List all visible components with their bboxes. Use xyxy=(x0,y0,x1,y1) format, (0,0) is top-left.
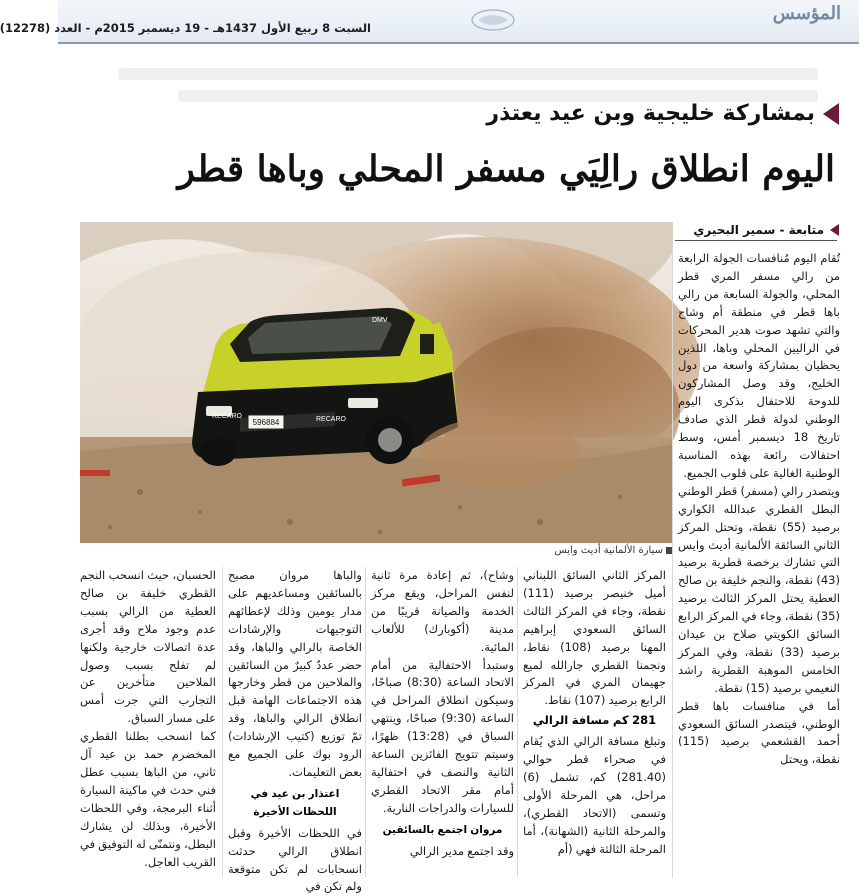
column-rule xyxy=(222,567,223,877)
photo-caption xyxy=(478,545,673,556)
arrow-icon xyxy=(830,224,839,236)
column-rule xyxy=(672,250,673,878)
masthead-band xyxy=(0,0,859,44)
article-column-2 xyxy=(523,567,666,879)
paragraph: الحسبان، حيث انسحب النجم القطري خليفة بن صالح العطية من الرالي بسبب عدم وجود ملاح وقد أجرى عدة اتصالات خارجية ولكنها لم تفلح بسبب وصول الملاحين متأخرين عن التجارب التي جرت أمس على مسار السباق. xyxy=(80,568,216,726)
byline xyxy=(693,223,839,237)
byline-rule xyxy=(675,240,837,241)
paragraph: أما في منافسات باها قطر الوطني، فيتصدر السائق السعودي أحمد القشعمي برصيد (115) نقطة، ويحتل xyxy=(678,698,840,767)
paragraph: وقد اجتمع مدير الرالي xyxy=(409,843,514,858)
paragraph: وتبلغ مسافة الرالي الذي يُقام في صحراء قطر حوالي (281.40) كم، تشمل (6) مراحل، هي المرحلة الأولى وتسمى (الاتحاد القطري)، والمرحلة الثانية (الشهانة)، أما المرحلة الثالثة فهي (أم xyxy=(523,734,666,856)
car-decal: DMV xyxy=(372,317,388,324)
subheading: 281 كم مسافة الرالي xyxy=(532,713,657,728)
byline-text: متابعة - سمير البحيري xyxy=(693,223,824,237)
rally-car-photo xyxy=(80,222,673,543)
caption-text: سيارة الألمانية أديث وايس xyxy=(554,545,663,556)
article-column-1 xyxy=(678,250,840,880)
license-plate: 596884 xyxy=(252,418,280,427)
arrow-icon xyxy=(823,103,839,125)
kicker-text: بمشاركة خليجية وبن عيد يعتذر xyxy=(486,101,815,126)
car-decal: RECARO xyxy=(316,416,346,423)
main-headline: اليوم انطلاق رالِيَي مسفر المحلي وباها قطر xyxy=(177,148,835,190)
newspaper-logo: المؤسس xyxy=(772,3,841,24)
paragraph: المركز الثاني السائق اللبناني أميل خنيصر برصيد (111) نقطة، وجاء في المركز الثالث السائق السعودي إبراهيم المهنا برصيد (108) نقاط، ونجمنا القطري جارالله لميع جهيمان المري في المركز الرابع برصيد (107) نقاط. xyxy=(523,568,666,708)
paragraph: وشاح)، ثم إعادة مرة ثانية لنفس المراحل، ويقع مركز الخدمة والصيانة قريبًا من مدينة (أكوبارك) للألعاب المائية. xyxy=(371,568,514,654)
article-column-4 xyxy=(228,567,362,894)
paragraph: كما انسحب بطلنا القطري المخضرم حمد بن عيد آل ثاني، من الباها بسبب عطل فني حدث في ماكينة السيارة أثناء البرمجة، وفي اللحظات الأخيرة، وبذلك لن يشارك البطل، ونتمنّى له التوفيق في القريب العاجل. xyxy=(80,729,216,869)
paragraph: ويتصدر رالي (مسفر) قطر الوطني البطل القطري عبدالله الكواري برصيد (55) نقطة، وتحتل المركز الثاني السائقة الألمانية أديث وايس التي تشارك برخصة قطرية برصيد (43) نقطة، والنجم خليفة بن صالح العطية يحتل المركز الثالث برصيد (35) نقطة، وجاء في المركز الرابع السائق الكويتي صلاح بن عيدان برصيد (33) نقطة، وفي المركز الخامس الموهبة القطرية راشد النعيمي برصيد (15) نقطة. xyxy=(678,483,840,695)
subheading: مروان اجتمع بالسائقين xyxy=(382,823,503,836)
article-column-3 xyxy=(371,567,514,879)
column-rule xyxy=(517,567,518,877)
car-decal: RECARO xyxy=(212,413,242,420)
kicker xyxy=(486,101,839,126)
date-issue-line: السبت 8 ربيع الأول 1437هـ - 19 ديسمبر 2015م - العدد (12278) xyxy=(0,21,371,35)
paragraph: وستبدأ الاحتفالية من أمام الاتحاد الساعة (8:30) صباحًا، وسيكون انطلاق المراحل في الساعة (9:30) صباحًا، وينتهي السباق في (13:28) ظهرًا، وسيتم تتويج الفائزين الساعة الثانية والنصف في احتفالية أمام مقر الاتحاد القطري للسيارات والدراجات النارية. xyxy=(371,657,514,815)
subheading: اعتذار بن عيد في اللحظات الأخيرة xyxy=(250,787,340,818)
paragraph: في اللحظات الأخيرة وقبل انطلاق الرالي حدثت انسحابات لم تكن متوقعة ولم تكن في xyxy=(228,825,362,894)
article-column-5 xyxy=(80,567,216,879)
paragraph: والباها مروان مصبح بالسائقين ومساعديهم على مدار يومين وذلك لإعطائهم التوجيهات والإرشادات الخاصة بالرالي والباها، وقد حضر عددٌ كبيرٌ من السائقين والملاحين من قطر وخارجها هذه الاجتماعات الهامة قبل انطلاق الرالي والباها، وقد تمّ توزيع (كتيب الإرشادات) الرود بوك على الجميع مع بعض التعليمات. xyxy=(228,568,362,779)
paragraph: تُقام اليوم مُنافسات الجولة الرابعة من رالي مسفر المري قطر المحلي، والجولة السابعة من رالي باها قطر في منطقة أم وشاح والتي تشهد صوت هدير المحركات في الراليين المحلي وباها، اللذين يحظيان بمشاركة واسعة من دول الخليج، وقد وصل المشاركون للدوحة للاحتفال بذكرى اليوم الوطني لدولة قطر الذي صادف تاريخ 18 ديسمبر أمس، وسط احتفالات رائعة بهذه المناسبة الوطنية الغالية على قلوب الجميع. xyxy=(678,251,840,480)
column-rule xyxy=(365,567,366,877)
emblem-icon xyxy=(470,8,516,32)
